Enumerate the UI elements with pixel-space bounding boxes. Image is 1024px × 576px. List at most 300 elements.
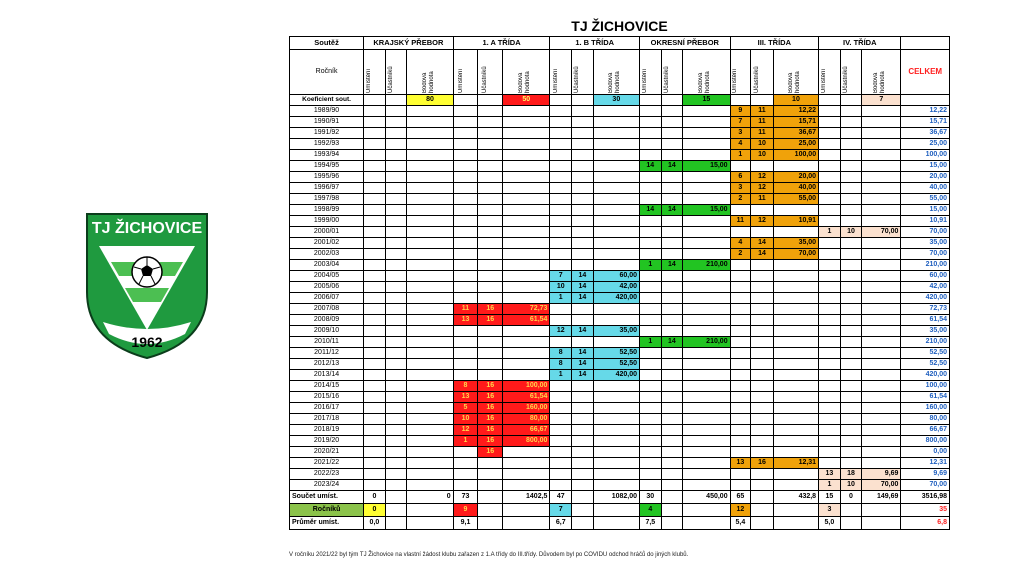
cell-umisteni: 8 — [550, 359, 572, 370]
cell-umisteni: 2 — [730, 194, 751, 205]
cell-empty — [407, 271, 453, 282]
cell-empty — [751, 293, 774, 304]
cell-empty — [385, 106, 407, 117]
cell-ucastniku: 11 — [751, 128, 774, 139]
cell-umisteni: 1 — [550, 293, 572, 304]
prumer-value: 6,7 — [550, 517, 572, 530]
header-subcolumn-label: Bodová hodnota — [608, 71, 622, 93]
cell-empty — [819, 447, 841, 458]
club-logo — [85, 212, 209, 360]
cell-empty — [407, 183, 453, 194]
cell-empty — [751, 359, 774, 370]
cell-empty — [550, 392, 572, 403]
cell-empty — [819, 315, 841, 326]
cell-empty — [819, 205, 841, 216]
season-label: 2023/24 — [290, 480, 364, 491]
cell-empty — [751, 304, 774, 315]
cell-empty — [385, 128, 407, 139]
table-row — [290, 161, 950, 172]
cell-umisteni — [453, 447, 478, 458]
cell-empty — [593, 469, 639, 480]
cell-empty — [385, 227, 407, 238]
header-subcolumn — [453, 50, 478, 95]
cell-empty — [773, 403, 818, 414]
cell-empty — [661, 117, 683, 128]
season-label: 2006/07 — [290, 293, 364, 304]
koef-empty — [640, 95, 662, 106]
cell-empty — [840, 392, 862, 403]
cell-empty — [819, 216, 841, 227]
cell-empty — [453, 370, 478, 381]
cell-empty — [730, 205, 751, 216]
table-row — [290, 337, 950, 348]
soucet-ucastniku — [478, 491, 503, 504]
cell-empty — [503, 282, 550, 293]
cell-umisteni: 5 — [453, 403, 478, 414]
cell-empty — [550, 238, 572, 249]
soucet-total: 3516,98 — [901, 491, 950, 504]
cell-celkem: 12,22 — [901, 106, 950, 117]
cell-empty — [593, 150, 639, 161]
cell-celkem: 420,00 — [901, 370, 950, 381]
cell-empty — [640, 315, 662, 326]
cell-bodova-hodnota: 12,22 — [773, 106, 818, 117]
cell-ucastniku: 10 — [840, 480, 862, 491]
cell-empty — [550, 216, 572, 227]
cell-empty — [550, 194, 572, 205]
cell-empty — [550, 315, 572, 326]
cell-empty — [593, 414, 639, 425]
cell-umisteni: 10 — [453, 414, 478, 425]
cell-empty — [593, 504, 639, 517]
koef-label: Koeficient sout. — [290, 95, 364, 106]
cell-empty — [550, 172, 572, 183]
cell-empty — [407, 238, 453, 249]
cell-empty — [661, 425, 683, 436]
cell-empty — [593, 458, 639, 469]
cell-celkem: 20,00 — [901, 172, 950, 183]
cell-bodova-hodnota: 60,00 — [593, 271, 639, 282]
cell-empty — [503, 370, 550, 381]
cell-empty — [819, 139, 841, 150]
cell-empty — [819, 326, 841, 337]
cell-umisteni: 12 — [453, 425, 478, 436]
cell-empty — [385, 480, 407, 491]
cell-empty — [364, 436, 386, 447]
cell-empty — [819, 117, 841, 128]
cell-empty — [364, 128, 386, 139]
cell-empty — [503, 205, 550, 216]
cell-empty — [572, 304, 594, 315]
season-label: 2014/15 — [290, 381, 364, 392]
cell-celkem: 9,69 — [901, 469, 950, 480]
cell-empty — [453, 260, 478, 271]
cell-empty — [385, 425, 407, 436]
cell-empty — [572, 337, 594, 348]
cell-empty — [840, 249, 862, 260]
header-subcolumn-label: Umístění — [457, 68, 464, 93]
header-subcolumn — [773, 50, 818, 95]
koef-empty — [478, 95, 503, 106]
cell-empty — [730, 282, 751, 293]
cell-empty — [407, 227, 453, 238]
cell-ucastniku: 14 — [751, 249, 774, 260]
cell-empty — [364, 480, 386, 491]
cell-bodova-hodnota: 70,00 — [862, 480, 901, 491]
cell-empty — [773, 271, 818, 282]
cell-empty — [385, 414, 407, 425]
soucet-hodnota: 1402,5 — [503, 491, 550, 504]
cell-empty — [478, 293, 503, 304]
table-row — [290, 172, 950, 183]
cell-empty — [640, 216, 662, 227]
table-row — [290, 480, 950, 491]
cell-empty — [550, 458, 572, 469]
cell-empty — [385, 392, 407, 403]
cell-empty — [683, 403, 730, 414]
cell-empty — [478, 504, 503, 517]
koef-empty — [840, 95, 862, 106]
rocniku-value: 9 — [453, 504, 478, 517]
cell-celkem: 70,00 — [901, 249, 950, 260]
cell-empty — [730, 271, 751, 282]
header-subcolumn-label: Umístění — [366, 68, 373, 93]
results-sheet — [289, 14, 950, 566]
cell-empty — [407, 348, 453, 359]
header-subcolumn — [385, 50, 407, 95]
cell-empty — [773, 392, 818, 403]
cell-empty — [751, 326, 774, 337]
table-row — [290, 447, 950, 458]
cell-empty — [407, 150, 453, 161]
cell-empty — [503, 469, 550, 480]
cell-empty — [730, 161, 751, 172]
cell-empty — [683, 504, 730, 517]
cell-empty — [661, 172, 683, 183]
koef-empty — [819, 95, 841, 106]
season-label: 2001/02 — [290, 238, 364, 249]
prumer-total: 6,8 — [901, 517, 950, 530]
cell-empty — [862, 504, 901, 517]
cell-empty — [751, 425, 774, 436]
cell-empty — [773, 293, 818, 304]
cell-empty — [572, 227, 594, 238]
cell-bodova-hodnota: 20,00 — [773, 172, 818, 183]
cell-umisteni: 1 — [640, 337, 662, 348]
cell-celkem: 10,91 — [901, 216, 950, 227]
cell-umisteni: 1 — [453, 436, 478, 447]
cell-empty — [751, 337, 774, 348]
soucet-label: Součet umíst. — [290, 491, 364, 504]
season-label: 2015/16 — [290, 392, 364, 403]
rocniku-value: 3 — [819, 504, 841, 517]
cell-empty — [862, 161, 901, 172]
cell-empty — [661, 216, 683, 227]
cell-empty — [840, 117, 862, 128]
cell-empty — [661, 293, 683, 304]
cell-empty — [453, 480, 478, 491]
cell-empty — [730, 293, 751, 304]
cell-ucastniku: 16 — [478, 392, 503, 403]
cell-empty — [862, 106, 901, 117]
cell-empty — [385, 447, 407, 458]
cell-empty — [840, 425, 862, 436]
season-label: 1993/94 — [290, 150, 364, 161]
cell-empty — [773, 348, 818, 359]
cell-empty — [751, 227, 774, 238]
cell-empty — [751, 381, 774, 392]
cell-empty — [550, 227, 572, 238]
cell-empty — [593, 205, 639, 216]
cell-celkem: 420,00 — [901, 293, 950, 304]
cell-celkem: 70,00 — [901, 480, 950, 491]
table-row — [290, 271, 950, 282]
cell-umisteni: 7 — [730, 117, 751, 128]
cell-umisteni: 3 — [730, 183, 751, 194]
cell-empty — [407, 161, 453, 172]
cell-empty — [407, 381, 453, 392]
cell-empty — [862, 337, 901, 348]
season-label: 1990/91 — [290, 117, 364, 128]
cell-celkem: 52,50 — [901, 348, 950, 359]
header-subcolumn — [730, 50, 751, 95]
cell-empty — [407, 249, 453, 260]
cell-bodova-hodnota: 66,67 — [503, 425, 550, 436]
cell-umisteni: 13 — [730, 458, 751, 469]
cell-empty — [840, 414, 862, 425]
soucet-ucastniku — [572, 491, 594, 504]
cell-empty — [364, 359, 386, 370]
cell-celkem: 40,00 — [901, 183, 950, 194]
cell-empty — [661, 304, 683, 315]
cell-empty — [640, 139, 662, 150]
cell-celkem: 210,00 — [901, 260, 950, 271]
cell-empty — [840, 315, 862, 326]
cell-bodova-hodnota — [503, 447, 550, 458]
cell-empty — [407, 194, 453, 205]
cell-empty — [819, 392, 841, 403]
cell-ucastniku: 16 — [751, 458, 774, 469]
table-row — [290, 106, 950, 117]
cell-empty — [862, 381, 901, 392]
cell-empty — [640, 348, 662, 359]
cell-empty — [503, 480, 550, 491]
koef-value: 80 — [407, 95, 453, 106]
header-subcolumn — [572, 50, 594, 95]
cell-empty — [751, 469, 774, 480]
cell-empty — [862, 447, 901, 458]
cell-empty — [385, 172, 407, 183]
cell-bodova-hodnota: 70,00 — [773, 249, 818, 260]
cell-bodova-hodnota: 52,50 — [593, 359, 639, 370]
cell-empty — [478, 238, 503, 249]
cell-empty — [503, 326, 550, 337]
cell-empty — [819, 150, 841, 161]
cell-empty — [730, 337, 751, 348]
table-row — [290, 326, 950, 337]
koef-empty — [730, 95, 751, 106]
season-label: 2016/17 — [290, 403, 364, 414]
cell-empty — [819, 436, 841, 447]
cell-empty — [364, 304, 386, 315]
cell-empty — [840, 216, 862, 227]
cell-ucastniku: 16 — [478, 425, 503, 436]
cell-empty — [364, 271, 386, 282]
table-row — [290, 128, 950, 139]
cell-empty — [385, 458, 407, 469]
cell-empty — [503, 128, 550, 139]
cell-empty — [819, 414, 841, 425]
cell-umisteni: 8 — [453, 381, 478, 392]
cell-empty — [683, 392, 730, 403]
cell-empty — [840, 194, 862, 205]
cell-empty — [572, 106, 594, 117]
cell-empty — [683, 128, 730, 139]
cell-empty — [773, 282, 818, 293]
header-subcolumn — [661, 50, 683, 95]
cell-empty — [503, 117, 550, 128]
sheet-title: TJ ŽICHOVICE — [571, 18, 668, 34]
cell-empty — [840, 304, 862, 315]
cell-empty — [683, 150, 730, 161]
cell-empty — [683, 139, 730, 150]
cell-empty — [453, 161, 478, 172]
cell-empty — [661, 469, 683, 480]
cell-empty — [640, 359, 662, 370]
cell-empty — [640, 403, 662, 414]
cell-empty — [862, 436, 901, 447]
cell-empty — [751, 348, 774, 359]
cell-empty — [661, 403, 683, 414]
header-celkem: CELKEM — [901, 50, 950, 95]
cell-empty — [364, 106, 386, 117]
season-label: 2005/06 — [290, 282, 364, 293]
cell-celkem: 42,00 — [901, 282, 950, 293]
cell-empty — [503, 271, 550, 282]
footnote: V ročníku 2021/22 byl tým TJ Žichovice na vlastní žádost klubu zařazen z 1.A třídy do III.třídy. Důvodem byl po COVIDU odchod hráčů do jiných klubů. — [289, 552, 689, 558]
cell-empty — [640, 117, 662, 128]
cell-celkem: 61,54 — [901, 392, 950, 403]
cell-empty — [661, 128, 683, 139]
header-soutez: Soutěž — [290, 37, 364, 50]
cell-empty — [593, 381, 639, 392]
cell-empty — [572, 403, 594, 414]
cell-celkem: 15,00 — [901, 205, 950, 216]
cell-empty — [640, 282, 662, 293]
cell-empty — [640, 436, 662, 447]
cell-empty — [593, 172, 639, 183]
cell-empty — [453, 183, 478, 194]
cell-empty — [862, 205, 901, 216]
cell-ucastniku: 16 — [478, 304, 503, 315]
cell-empty — [862, 150, 901, 161]
header-competition: KRAJSKÝ PŘEBOR — [364, 37, 454, 50]
cell-celkem: 72,73 — [901, 304, 950, 315]
cell-empty — [730, 227, 751, 238]
cell-empty — [385, 282, 407, 293]
header-subcolumn — [503, 50, 550, 95]
koef-empty — [751, 95, 774, 106]
table-row — [290, 227, 950, 238]
season-label: 2002/03 — [290, 249, 364, 260]
cell-empty — [840, 282, 862, 293]
cell-empty — [572, 139, 594, 150]
cell-celkem: 15,00 — [901, 161, 950, 172]
cell-empty — [840, 504, 862, 517]
cell-empty — [683, 106, 730, 117]
cell-bodova-hodnota: 61,54 — [503, 392, 550, 403]
cell-bodova-hodnota: 15,00 — [683, 161, 730, 172]
cell-empty — [640, 150, 662, 161]
rocniku-total: 35 — [901, 504, 950, 517]
cell-empty — [683, 271, 730, 282]
cell-empty — [661, 517, 683, 530]
cell-empty — [862, 117, 901, 128]
header-subcolumn-label: Umístění — [552, 68, 559, 93]
cell-empty — [683, 194, 730, 205]
cell-empty — [730, 392, 751, 403]
cell-empty — [572, 381, 594, 392]
cell-empty — [593, 238, 639, 249]
cell-empty — [640, 194, 662, 205]
season-label: 2022/23 — [290, 469, 364, 480]
table-row — [290, 315, 950, 326]
cell-empty — [773, 436, 818, 447]
cell-celkem: 60,00 — [901, 271, 950, 282]
cell-empty — [550, 337, 572, 348]
cell-empty — [862, 326, 901, 337]
cell-empty — [572, 260, 594, 271]
cell-empty — [503, 183, 550, 194]
cell-empty — [453, 139, 478, 150]
cell-empty — [751, 480, 774, 491]
cell-ucastniku: 14 — [661, 161, 683, 172]
cell-umisteni: 13 — [819, 469, 841, 480]
cell-empty — [840, 359, 862, 370]
cell-ucastniku: 14 — [661, 260, 683, 271]
soucet-hodnota: 450,00 — [683, 491, 730, 504]
cell-empty — [453, 282, 478, 293]
cell-empty — [478, 458, 503, 469]
cell-empty — [364, 370, 386, 381]
cell-empty — [773, 447, 818, 458]
cell-empty — [840, 381, 862, 392]
koef-empty — [901, 95, 950, 106]
cell-empty — [364, 161, 386, 172]
cell-empty — [751, 447, 774, 458]
cell-empty — [503, 293, 550, 304]
cell-empty — [572, 392, 594, 403]
soucet-umisteni: 65 — [730, 491, 751, 504]
table-row — [290, 194, 950, 205]
cell-ucastniku: 16 — [478, 447, 503, 458]
cell-empty — [407, 304, 453, 315]
cell-empty — [640, 304, 662, 315]
header-subcolumn-label: Umístění — [732, 68, 739, 93]
koef-value: 15 — [683, 95, 730, 106]
cell-ucastniku: 14 — [572, 293, 594, 304]
cell-empty — [593, 425, 639, 436]
cell-ucastniku: 14 — [572, 282, 594, 293]
season-label: 2018/19 — [290, 425, 364, 436]
cell-ucastniku: 10 — [751, 150, 774, 161]
cell-empty — [661, 370, 683, 381]
table-row — [290, 392, 950, 403]
cell-empty — [730, 469, 751, 480]
cell-empty — [385, 238, 407, 249]
cell-empty — [661, 436, 683, 447]
cell-empty — [364, 172, 386, 183]
